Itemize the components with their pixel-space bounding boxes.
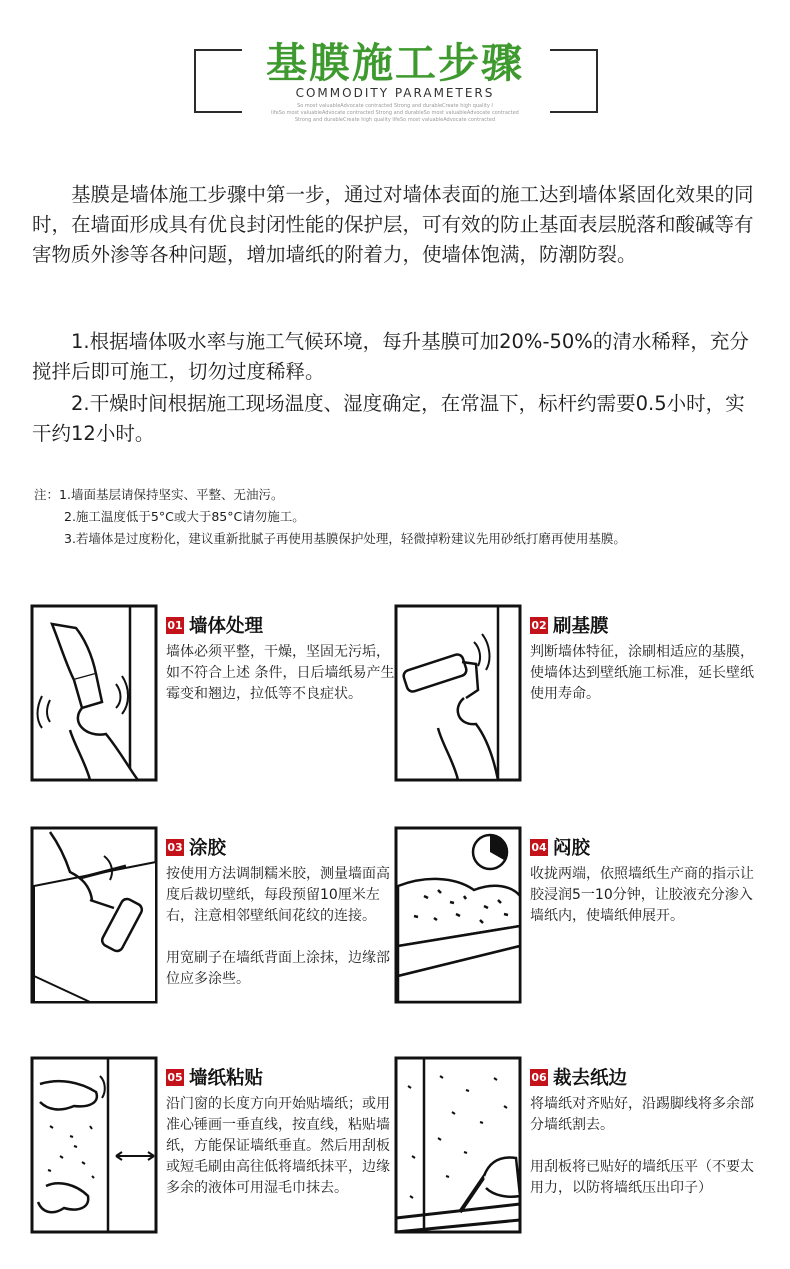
step-text: 墙体必须平整，干燥，坚固无污垢，如不符合上述 条件，日后墙纸易产生霉变和翘边，拉低等不良症状。 [166, 644, 395, 702]
page-header [0, 0, 790, 140]
page-subtitle: COMMODITY PARAMETERS [295, 86, 495, 100]
note-row [34, 506, 764, 528]
paint-roller-hand-icon [394, 604, 522, 782]
step-number-badge: 02 [531, 618, 547, 632]
step-title: 墙纸粘贴 [189, 1068, 264, 1089]
step-title: 墙体处理 [189, 616, 264, 637]
step-number-badge: 03 [167, 840, 183, 854]
step-header [530, 1064, 627, 1090]
step-card-03 [30, 826, 390, 1011]
step-text: 用宽刷子在墙纸背面上涂抹，边缘部位应多涂些。 [166, 950, 390, 987]
notes-section [34, 484, 764, 550]
step-card-04 [394, 826, 754, 1011]
header-fine-print [240, 103, 550, 124]
note-row [34, 528, 764, 550]
step-body [530, 642, 762, 705]
step-header [530, 834, 590, 860]
note-item: 3.若墙体是过度粉化，建议重新批腻子再使用基膜保护处理，轻微掉粉建议先用砂纸打磨再使用基膜。 [64, 531, 626, 546]
step-body [166, 1094, 398, 1199]
fine-print-line: So most valuableAdvocate contracted Strong and durableCreate high quality I [297, 103, 493, 109]
step-number-badge: 01 [167, 618, 183, 632]
fine-print-line: Strong and durableCreate high quality lifeSo most valuableAdvocate contracted [294, 117, 496, 123]
step-text: 按使用方法调制糯米胶，测量墙面高度后裁切壁纸，每段预留10厘米左右，注意相邻壁纸间花纹的连接。 [166, 866, 390, 924]
step-text: 沿门窗的长度方向开始贴墙纸；或用准心锤画一垂直线，按直线，粘贴墙纸，方能保证墙纸垂直。然后用刮板或短毛刷由高往低将墙纸抹平，边缘多余的液体可用湿毛巾抹去。 [166, 1096, 390, 1196]
step-title: 闷胶 [553, 838, 591, 859]
step-header [530, 612, 609, 638]
step-number-badge: 05 [167, 1070, 183, 1084]
knife-trim-icon [394, 1056, 522, 1234]
note-item: 1.墙面基层请保持坚实、平整、无油污。 [59, 487, 284, 502]
step-title: 刷基膜 [553, 616, 609, 637]
usage-step-2: 2.干燥时间根据施工现场温度、湿度确定，在常温下，标杆约需要0.5小时，实干约12小时。 [32, 392, 745, 445]
step-body [166, 864, 398, 990]
fine-print-line: lifeSo most valuableAdvocate contracted Strong and durableSo most valuableAdvocate contracted [271, 110, 519, 116]
step-header [166, 612, 263, 638]
usage-step-1: 1.根据墙体吸水率与施工气候环境，每升基膜可加20%-50%的清水稀释，充分搅拌后即可施工，切勿过度稀释。 [32, 330, 749, 383]
step-text: 判断墙体特征，涂刷相适应的基膜，使墙体达到壁纸施工标准，延长壁纸使用寿命。 [530, 644, 754, 702]
step-number-badge: 04 [531, 840, 547, 854]
step-title: 涂胶 [189, 838, 227, 859]
page-title: 基膜施工步骤 [266, 39, 524, 87]
glue-roller-icon [30, 826, 158, 1004]
step-text: 用刮板将已贴好的墙纸压平（不要太用力，以防将墙纸压出印子） [530, 1159, 754, 1196]
step-body [166, 642, 398, 705]
step-body [530, 1094, 762, 1199]
wallpaper-hanging-icon [30, 1056, 158, 1234]
scraper-hand-icon [30, 604, 158, 782]
note-item: 2.施工温度低于5°C或大于85°C请勿施工。 [64, 509, 305, 524]
step-text: 收拢两端，依照墙纸生产商的指示让胶浸润5一10分钟，让胶液充分渗入墙纸内，使墙纸伸展开。 [530, 866, 754, 924]
intro-section [32, 180, 762, 270]
step-header [166, 834, 226, 860]
step-text: 将墙纸对齐贴好，沿踢脚线将多余部分墙纸割去。 [530, 1096, 754, 1133]
step-card-05 [30, 1056, 390, 1241]
step-title: 裁去纸边 [553, 1068, 628, 1089]
step-card-01 [30, 604, 395, 789]
notes-label: 注： [34, 487, 60, 502]
folded-wallpaper-clock-icon [394, 826, 522, 1004]
step-card-02 [394, 604, 754, 789]
usage-steps [32, 327, 762, 451]
note-row [34, 484, 764, 506]
intro-paragraph: 基膜是墙体施工步骤中第一步，通过对墙体表面的施工达到墙体紧固化效果的同时，在墙面形成具有优良封闭性能的保护层，可有效的防止基面表层脱落和酸碱等有害物质外渗等各种问题，增加墙纸的附着力，使墙体饱满，防潮防裂。 [32, 183, 754, 266]
step-card-06 [394, 1056, 754, 1241]
step-number-badge: 06 [531, 1070, 547, 1084]
step-header [166, 1064, 263, 1090]
step-body [530, 864, 762, 927]
